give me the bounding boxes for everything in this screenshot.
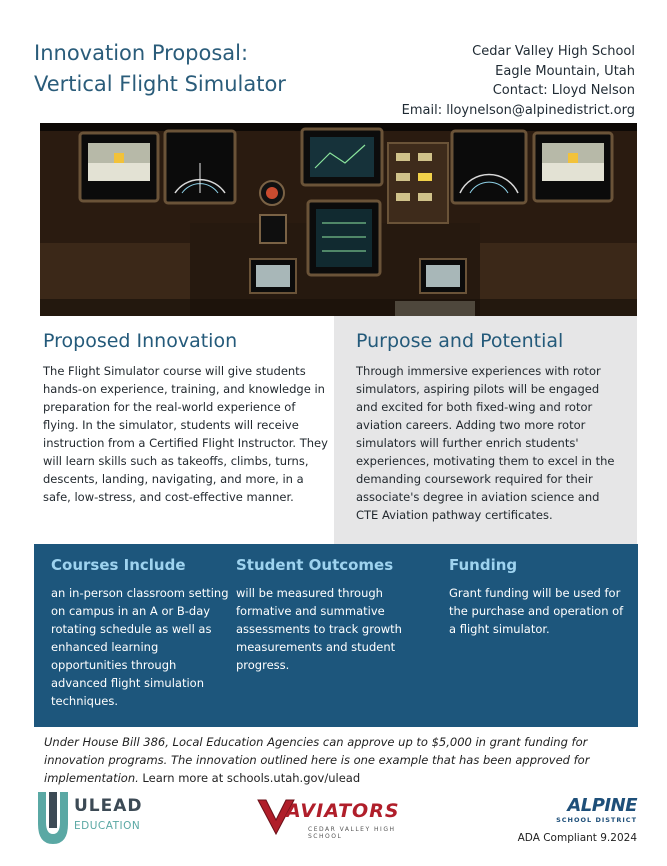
- alpine-wordmark: ALPINE: [567, 795, 637, 816]
- school-location: Eagle Mountain, Utah: [495, 63, 635, 79]
- house-bill-note: [44, 733, 634, 787]
- ada-compliance-text: ADA Compliant 9.2024: [517, 832, 637, 844]
- funding-column: [449, 554, 624, 638]
- outcomes-body: will be measured through formative and summative assessments to track growth measurements and student progress.: [236, 586, 402, 672]
- school-name: Cedar Valley High School: [472, 44, 635, 59]
- funding-body: Grant funding will be used for the purchase and operation of a flight simulator.: [449, 586, 624, 636]
- aviators-subtitle: CEDAR VALLEY HIGH SCHOOL: [308, 826, 396, 840]
- aviators-wordmark: AVIATORS: [286, 800, 400, 822]
- purpose-body: Through immersive experiences with rotor simulators, aspiring pilots will be engaged and excited for both fixed-wing and rotor aviation careers. Adding two more rotor simulators will further enrich students' experiences, motivating them to excel in the demanding coursework required for their associate's degree in aviation science and CTE Aviation pathway certificates.: [356, 364, 615, 522]
- details-panel: [34, 544, 638, 727]
- title-line-2: Vertical Flight Simulator: [34, 72, 286, 96]
- purpose-section: [334, 316, 637, 544]
- outcomes-column: [236, 554, 436, 674]
- left-pfd-display: [80, 133, 158, 201]
- right-pfd-display: [534, 133, 612, 201]
- purpose-heading: Purpose and Potential: [356, 330, 564, 352]
- outcomes-heading: Student Outcomes: [236, 556, 394, 574]
- courses-column: [51, 554, 231, 710]
- left-nd-display: [165, 131, 235, 203]
- courses-body: an in-person classroom setting on campus in an A or B-day rotating schedule as well as enhanced learning opportunities through advanced flight simulation techniques.: [51, 586, 229, 708]
- alpine-logo: [537, 796, 637, 836]
- house-bill-note-italic: Under House Bill 386, Local Education Agencies can approve up to $5,000 in grant funding for innovation programs. The innovation outlined here is one example that has been approved for implementation.: [44, 735, 590, 785]
- center-upper-display: [302, 129, 382, 185]
- alpine-subtitle: SCHOOL DISTRICT: [556, 816, 637, 824]
- contact-email: Email: lloynelson@alpinedistrict.org: [401, 102, 635, 118]
- ulead-subtitle: EDUCATION: [74, 820, 141, 832]
- proposed-innovation-section: [40, 316, 334, 544]
- title-line-1: Innovation Proposal:: [34, 41, 249, 65]
- center-lower-display: [308, 201, 380, 275]
- aviators-logo: [256, 794, 426, 840]
- funding-heading: Funding: [449, 556, 518, 574]
- page-title: [34, 38, 286, 100]
- right-nd-display: [452, 131, 526, 203]
- house-bill-note-link-text: Learn more at schools.utah.gov/ulead: [138, 771, 361, 785]
- courses-heading: Courses Include: [51, 556, 186, 574]
- proposed-body: The Flight Simulator course will give students hands-on experience, training, and knowledge in preparation for the real-world experience of flying. In the simulator, students will receive instruction from a Certified Flight Instructor. They will learn skills such as takeoffs, climbs, turns, descents, landing, navigating, and more, in a safe, low-stress, and cost-effective manner.: [43, 364, 328, 504]
- cockpit-illustration: [40, 123, 637, 316]
- ulead-wordmark: ULEAD: [74, 796, 143, 816]
- footer-logos: [0, 790, 667, 866]
- ulead-logo: [36, 790, 166, 850]
- proposed-heading: Proposed Innovation: [43, 330, 238, 352]
- right-switch-panel: [388, 143, 448, 223]
- cockpit-photo: [40, 123, 637, 316]
- ulead-mark-icon: [36, 790, 70, 846]
- contact-block: [402, 42, 635, 120]
- contact-name: Contact: Lloyd Nelson: [492, 83, 635, 98]
